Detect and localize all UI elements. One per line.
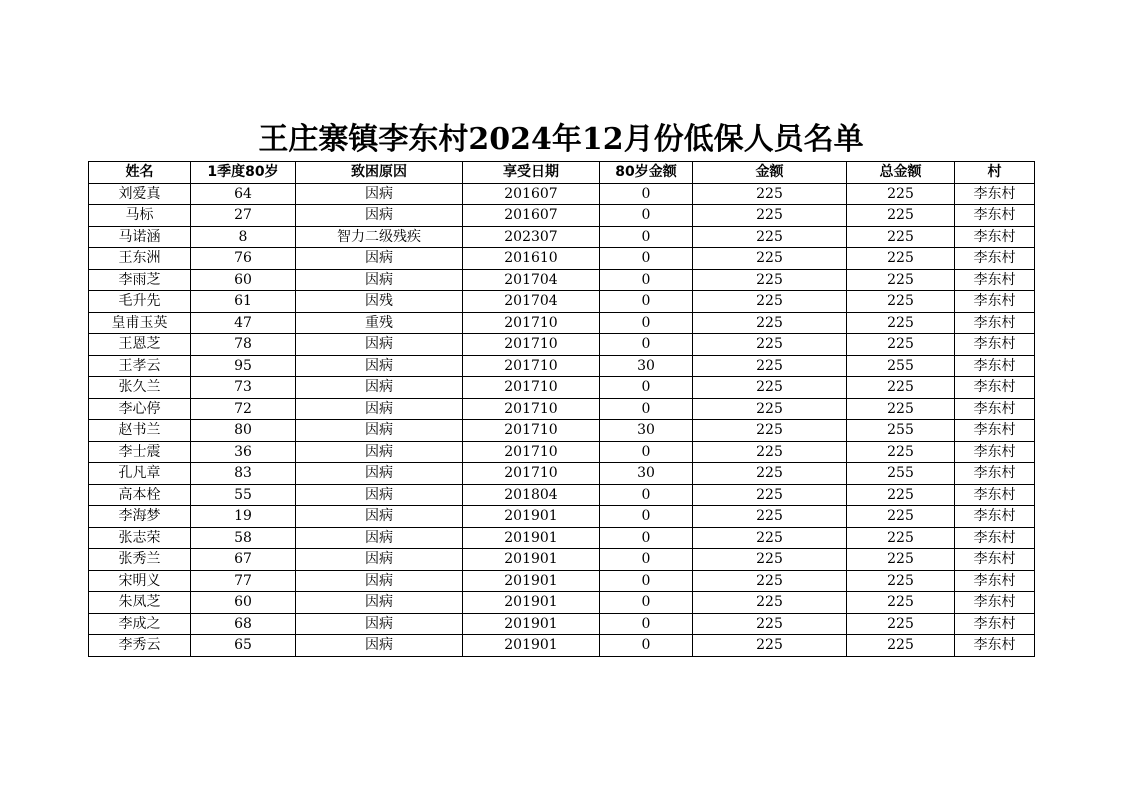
table-row [89,377,1035,399]
cell-start-date: 201901 [463,570,600,592]
cell-age80-amount: 0 [600,269,693,291]
column-header-name: 姓名 [89,162,191,184]
cell-name: 王孝云 [89,355,191,377]
cell-start-date: 201710 [463,377,600,399]
cell-village: 李东村 [955,635,1035,657]
cell-start-date: 201901 [463,549,600,571]
table-row [89,484,1035,506]
cell-q1-age-80: 47 [191,312,296,334]
cell-q1-age-80: 8 [191,226,296,248]
cell-age80-amount: 0 [600,570,693,592]
cell-amount: 225 [693,291,847,313]
table-row [89,549,1035,571]
cell-village: 李东村 [955,248,1035,270]
table-row [89,398,1035,420]
cell-start-date: 201704 [463,291,600,313]
document-title: 王庄寨镇李东村2024年12月份低保人员名单 [258,122,864,157]
cell-q1-age-80: 64 [191,183,296,205]
cell-age80-amount: 0 [600,291,693,313]
cell-name: 宋明义 [89,570,191,592]
column-header-total-amount: 总金额 [847,162,955,184]
cell-q1-age-80: 60 [191,592,296,614]
cell-village: 李东村 [955,549,1035,571]
cell-age80-amount: 0 [600,248,693,270]
column-header-poverty-reason: 致困原因 [296,162,463,184]
cell-total-amount: 225 [847,226,955,248]
cell-name: 张久兰 [89,377,191,399]
cell-age80-amount: 0 [600,312,693,334]
column-header-q1-age-80: 1季度80岁 [191,162,296,184]
column-header-age80-amount: 80岁金额 [600,162,693,184]
cell-start-date: 201710 [463,441,600,463]
cell-total-amount: 225 [847,527,955,549]
table-row [89,312,1035,334]
cell-poverty-reason: 因残 [296,291,463,313]
cell-q1-age-80: 58 [191,527,296,549]
cell-amount: 225 [693,226,847,248]
cell-poverty-reason: 因病 [296,484,463,506]
cell-start-date: 201710 [463,312,600,334]
cell-village: 李东村 [955,592,1035,614]
cell-start-date: 201901 [463,527,600,549]
cell-village: 李东村 [955,613,1035,635]
cell-q1-age-80: 27 [191,205,296,227]
cell-village: 李东村 [955,334,1035,356]
cell-name: 高本栓 [89,484,191,506]
cell-poverty-reason: 智力二级残疾 [296,226,463,248]
cell-q1-age-80: 60 [191,269,296,291]
table-row [89,291,1035,313]
cell-village: 李东村 [955,205,1035,227]
cell-age80-amount: 0 [600,527,693,549]
cell-total-amount: 225 [847,484,955,506]
cell-total-amount: 225 [847,291,955,313]
cell-poverty-reason: 因病 [296,549,463,571]
cell-total-amount: 225 [847,441,955,463]
table-row [89,420,1035,442]
cell-amount: 225 [693,570,847,592]
cell-start-date: 201710 [463,398,600,420]
cell-village: 李东村 [955,420,1035,442]
cell-poverty-reason: 因病 [296,377,463,399]
cell-poverty-reason: 因病 [296,269,463,291]
cell-poverty-reason: 因病 [296,205,463,227]
cell-amount: 225 [693,248,847,270]
cell-start-date: 201804 [463,484,600,506]
cell-poverty-reason: 因病 [296,506,463,528]
cell-name: 李雨芝 [89,269,191,291]
cell-age80-amount: 30 [600,463,693,485]
table-row [89,205,1035,227]
cell-q1-age-80: 73 [191,377,296,399]
cell-total-amount: 255 [847,420,955,442]
cell-name: 张志荣 [89,527,191,549]
cell-start-date: 201710 [463,355,600,377]
cell-amount: 225 [693,205,847,227]
cell-q1-age-80: 80 [191,420,296,442]
table-header [89,162,1035,184]
cell-amount: 225 [693,506,847,528]
cell-age80-amount: 0 [600,549,693,571]
cell-amount: 225 [693,183,847,205]
cell-start-date: 201901 [463,635,600,657]
cell-name: 李心停 [89,398,191,420]
cell-start-date: 201710 [463,420,600,442]
cell-total-amount: 255 [847,355,955,377]
cell-age80-amount: 0 [600,635,693,657]
cell-amount: 225 [693,484,847,506]
cell-start-date: 201901 [463,592,600,614]
table-row [89,613,1035,635]
cell-name: 赵书兰 [89,420,191,442]
cell-amount: 225 [693,463,847,485]
recipient-table [88,161,1035,657]
table-row [89,463,1035,485]
cell-start-date: 201704 [463,269,600,291]
cell-village: 李东村 [955,527,1035,549]
cell-age80-amount: 0 [600,506,693,528]
cell-age80-amount: 0 [600,205,693,227]
cell-name: 李成之 [89,613,191,635]
table-row [89,635,1035,657]
cell-village: 李东村 [955,398,1035,420]
cell-name: 张秀兰 [89,549,191,571]
cell-age80-amount: 0 [600,398,693,420]
cell-amount: 225 [693,527,847,549]
table-row [89,592,1035,614]
cell-poverty-reason: 因病 [296,527,463,549]
cell-start-date: 201610 [463,248,600,270]
cell-age80-amount: 0 [600,613,693,635]
cell-village: 李东村 [955,377,1035,399]
cell-village: 李东村 [955,355,1035,377]
cell-name: 刘爱真 [89,183,191,205]
table-row [89,269,1035,291]
table-row [89,183,1035,205]
cell-amount: 225 [693,441,847,463]
cell-amount: 225 [693,549,847,571]
cell-total-amount: 225 [847,570,955,592]
cell-age80-amount: 0 [600,334,693,356]
cell-poverty-reason: 重残 [296,312,463,334]
cell-poverty-reason: 因病 [296,613,463,635]
cell-start-date: 201710 [463,463,600,485]
cell-amount: 225 [693,398,847,420]
cell-total-amount: 255 [847,463,955,485]
cell-name: 李士震 [89,441,191,463]
table-body [89,183,1035,656]
cell-name: 李秀云 [89,635,191,657]
cell-poverty-reason: 因病 [296,570,463,592]
cell-village: 李东村 [955,312,1035,334]
cell-q1-age-80: 78 [191,334,296,356]
cell-poverty-reason: 因病 [296,635,463,657]
cell-age80-amount: 30 [600,420,693,442]
table-row [89,248,1035,270]
table-row [89,506,1035,528]
cell-amount: 225 [693,592,847,614]
cell-q1-age-80: 65 [191,635,296,657]
cell-start-date: 201901 [463,506,600,528]
cell-total-amount: 225 [847,635,955,657]
cell-name: 朱凤芝 [89,592,191,614]
cell-poverty-reason: 因病 [296,398,463,420]
cell-amount: 225 [693,635,847,657]
table-row [89,355,1035,377]
column-header-village: 村 [955,162,1035,184]
cell-name: 李海梦 [89,506,191,528]
cell-poverty-reason: 因病 [296,183,463,205]
cell-village: 李东村 [955,506,1035,528]
cell-poverty-reason: 因病 [296,420,463,442]
cell-q1-age-80: 77 [191,570,296,592]
table-row [89,441,1035,463]
cell-total-amount: 225 [847,613,955,635]
cell-total-amount: 225 [847,398,955,420]
cell-amount: 225 [693,355,847,377]
cell-name: 毛升先 [89,291,191,313]
cell-age80-amount: 0 [600,441,693,463]
cell-village: 李东村 [955,463,1035,485]
cell-name: 王东洲 [89,248,191,270]
cell-name: 马诺涵 [89,226,191,248]
cell-poverty-reason: 因病 [296,248,463,270]
cell-q1-age-80: 67 [191,549,296,571]
cell-amount: 225 [693,613,847,635]
cell-q1-age-80: 95 [191,355,296,377]
cell-amount: 225 [693,312,847,334]
table-row [89,226,1035,248]
cell-total-amount: 225 [847,269,955,291]
cell-age80-amount: 0 [600,183,693,205]
cell-total-amount: 225 [847,592,955,614]
cell-poverty-reason: 因病 [296,592,463,614]
cell-village: 李东村 [955,484,1035,506]
cell-name: 孔凡章 [89,463,191,485]
cell-q1-age-80: 19 [191,506,296,528]
cell-start-date: 201607 [463,183,600,205]
table-row [89,334,1035,356]
cell-poverty-reason: 因病 [296,463,463,485]
cell-name: 马标 [89,205,191,227]
cell-start-date: 201607 [463,205,600,227]
cell-poverty-reason: 因病 [296,334,463,356]
cell-amount: 225 [693,334,847,356]
cell-village: 李东村 [955,441,1035,463]
cell-total-amount: 225 [847,248,955,270]
cell-name: 皇甫玉英 [89,312,191,334]
cell-total-amount: 225 [847,549,955,571]
cell-start-date: 201710 [463,334,600,356]
cell-village: 李东村 [955,226,1035,248]
cell-village: 李东村 [955,269,1035,291]
cell-q1-age-80: 83 [191,463,296,485]
cell-age80-amount: 30 [600,355,693,377]
table-row [89,527,1035,549]
cell-q1-age-80: 55 [191,484,296,506]
cell-age80-amount: 0 [600,592,693,614]
cell-village: 李东村 [955,183,1035,205]
cell-age80-amount: 0 [600,484,693,506]
cell-start-date: 201901 [463,613,600,635]
cell-amount: 225 [693,269,847,291]
column-header-start-date: 享受日期 [463,162,600,184]
cell-q1-age-80: 72 [191,398,296,420]
cell-total-amount: 225 [847,312,955,334]
cell-age80-amount: 0 [600,377,693,399]
cell-village: 李东村 [955,570,1035,592]
cell-age80-amount: 0 [600,226,693,248]
cell-poverty-reason: 因病 [296,355,463,377]
cell-start-date: 202307 [463,226,600,248]
cell-amount: 225 [693,377,847,399]
cell-total-amount: 225 [847,205,955,227]
table-row [89,570,1035,592]
cell-q1-age-80: 68 [191,613,296,635]
cell-name: 王恩芝 [89,334,191,356]
cell-q1-age-80: 36 [191,441,296,463]
column-header-amount: 金额 [693,162,847,184]
cell-poverty-reason: 因病 [296,441,463,463]
cell-q1-age-80: 76 [191,248,296,270]
cell-q1-age-80: 61 [191,291,296,313]
cell-village: 李东村 [955,291,1035,313]
cell-total-amount: 225 [847,506,955,528]
cell-amount: 225 [693,420,847,442]
header-row [89,162,1035,184]
cell-total-amount: 225 [847,334,955,356]
cell-total-amount: 225 [847,377,955,399]
cell-total-amount: 225 [847,183,955,205]
